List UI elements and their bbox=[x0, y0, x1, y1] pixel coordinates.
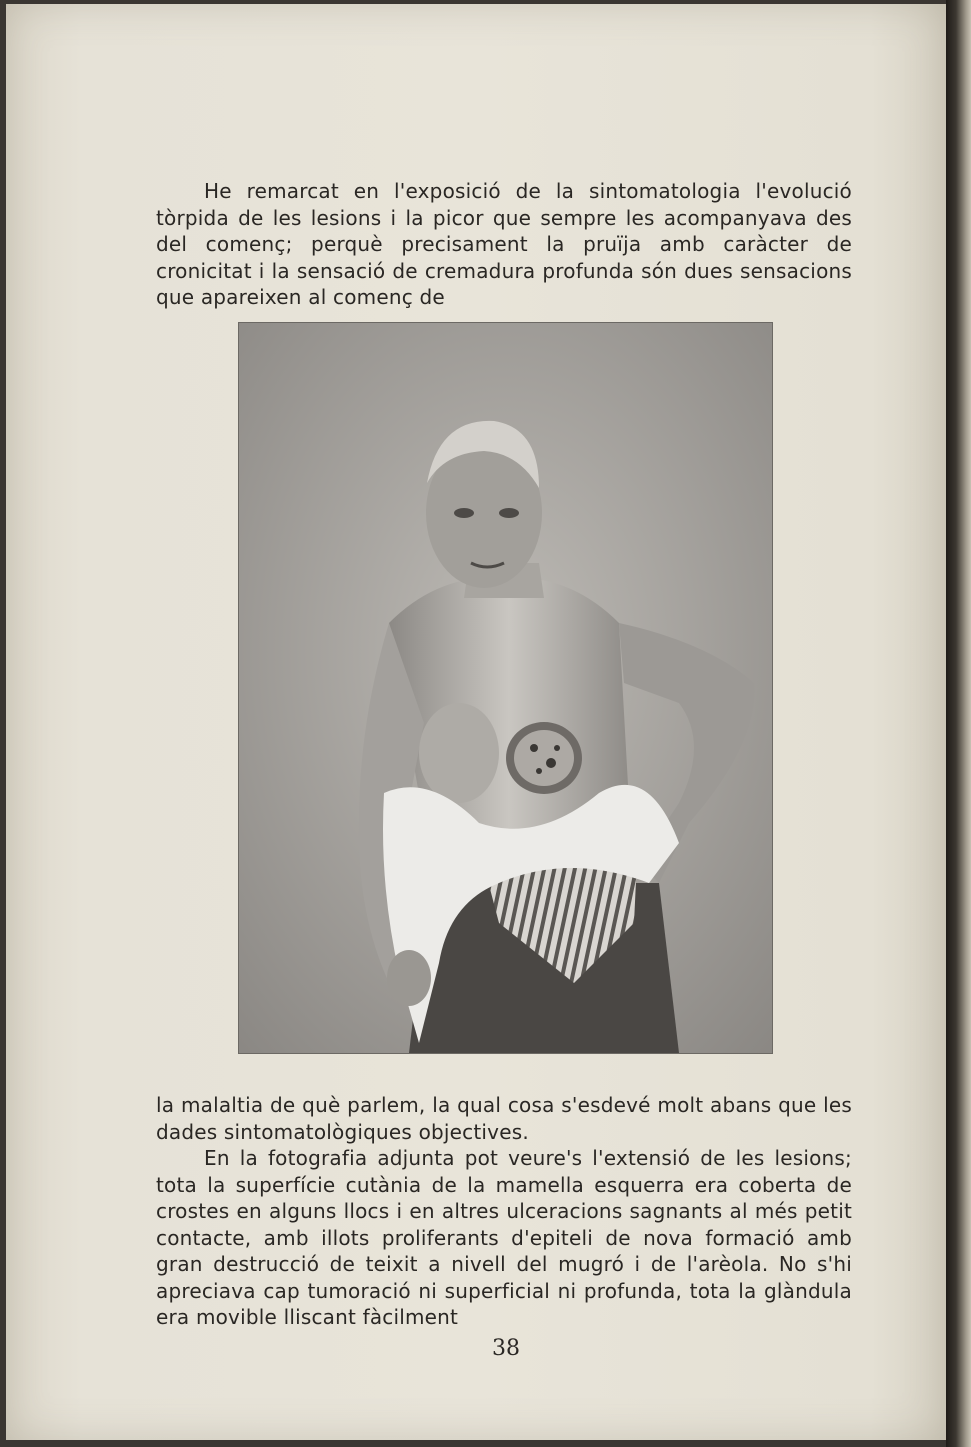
photograph-image bbox=[239, 323, 772, 1053]
book-spine bbox=[946, 0, 971, 1447]
text-block-top bbox=[156, 178, 852, 311]
paragraph-continued: la malaltia de què parlem, la qual cosa s'esdevé molt abans que les dades sintomatològiques objectives. bbox=[156, 1093, 852, 1144]
book-page bbox=[6, 4, 946, 1440]
page-number: 38 bbox=[492, 1336, 520, 1361]
clinical-photograph bbox=[238, 322, 773, 1054]
paragraph-top: He remarcat en l'exposició de la sintomatologia l'evolució tòrpida de les lesions i la picor que sempre les acompanyava des del començ; perquè precisament la pruïja amb caràcter de cronicitat i la sensació de cremadura profunda són dues sensacions que apareixen al començ de bbox=[156, 179, 852, 309]
text-block-bottom bbox=[156, 1092, 852, 1331]
paragraph-next: En la fotografia adjunta pot veure's l'extensió de les lesions; tota la superfície cutània de la mamella esquerra era coberta de crostes en alguns llocs i en altres ulceracions sagnants al més petit contacte, amb illots proliferants d'epiteli de nova formació amb gran destrucció de teixit a nivell del mugró i de l'arèola. No s'hi apreciava cap tumoració ni superficial ni profunda, tota la glàndula era movible lliscant fàcilment bbox=[156, 1146, 852, 1329]
